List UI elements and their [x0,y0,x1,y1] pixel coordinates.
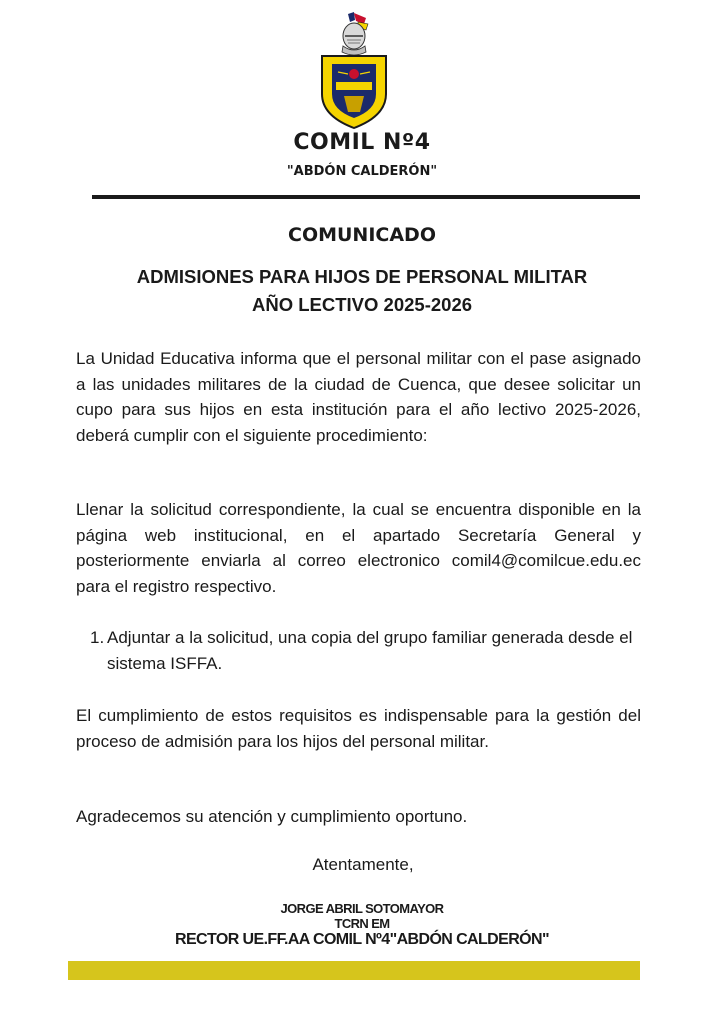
paragraph-procedure: Llenar la solicitud correspondiente, la cual se encuentra disponible en la página web institucional, en el apartado Secretaría General y posteriormente enviarla al correo electronico comil4@comilcue.edu.ec para el registro respectivo. [76,500,641,596]
requirements-list [76,625,641,676]
header-divider [92,195,640,199]
list-item [76,625,641,676]
subject-line-1: ADMISIONES PARA HIJOS DE PERSONAL MILITAR [136,266,588,287]
signatory-position: RECTOR UE.FF.AA COMIL Nº4"ABDÓN CALDERÓN" [175,931,549,948]
document-title: COMUNICADO [288,224,436,246]
list-item-number: 1. [90,628,105,647]
footer-accent-bar [68,961,640,980]
paragraph-thanks: Agradecemos su atención y cumplimiento oportuno. [76,807,468,826]
military-crest-icon [314,12,394,130]
school-subtitle: "ABDÓN CALDERÓN" [286,164,438,179]
closing-salutation: Atentamente, [312,855,414,874]
signatory-name: JORGE ABRIL SOTOMAYOR [280,901,444,916]
paragraph-intro: La Unidad Educativa informa que el personal militar con el pase asignado a las unidades militares de la ciudad de Cuenca, que desee solicitar un cupo para sus hijos en esta institución para el año lectivo 2025-2026, deberá cumplir con el siguiente procedimiento: [76,349,641,445]
school-name: COMIL Nº4 [293,130,431,155]
list-item-text: Adjuntar a la solicitud, una copia del grupo familiar generada desde el sistema ISFFA. [107,628,633,673]
subject-line-2: AÑO LECTIVO 2025-2026 [251,294,473,315]
document-subject [0,263,724,319]
paragraph-requirements-note: El cumplimiento de estos requisitos es indispensable para la gestión del proceso de admisión para los hijos del personal militar. [76,706,641,751]
signatory-rank: TCRN EM [334,916,390,931]
